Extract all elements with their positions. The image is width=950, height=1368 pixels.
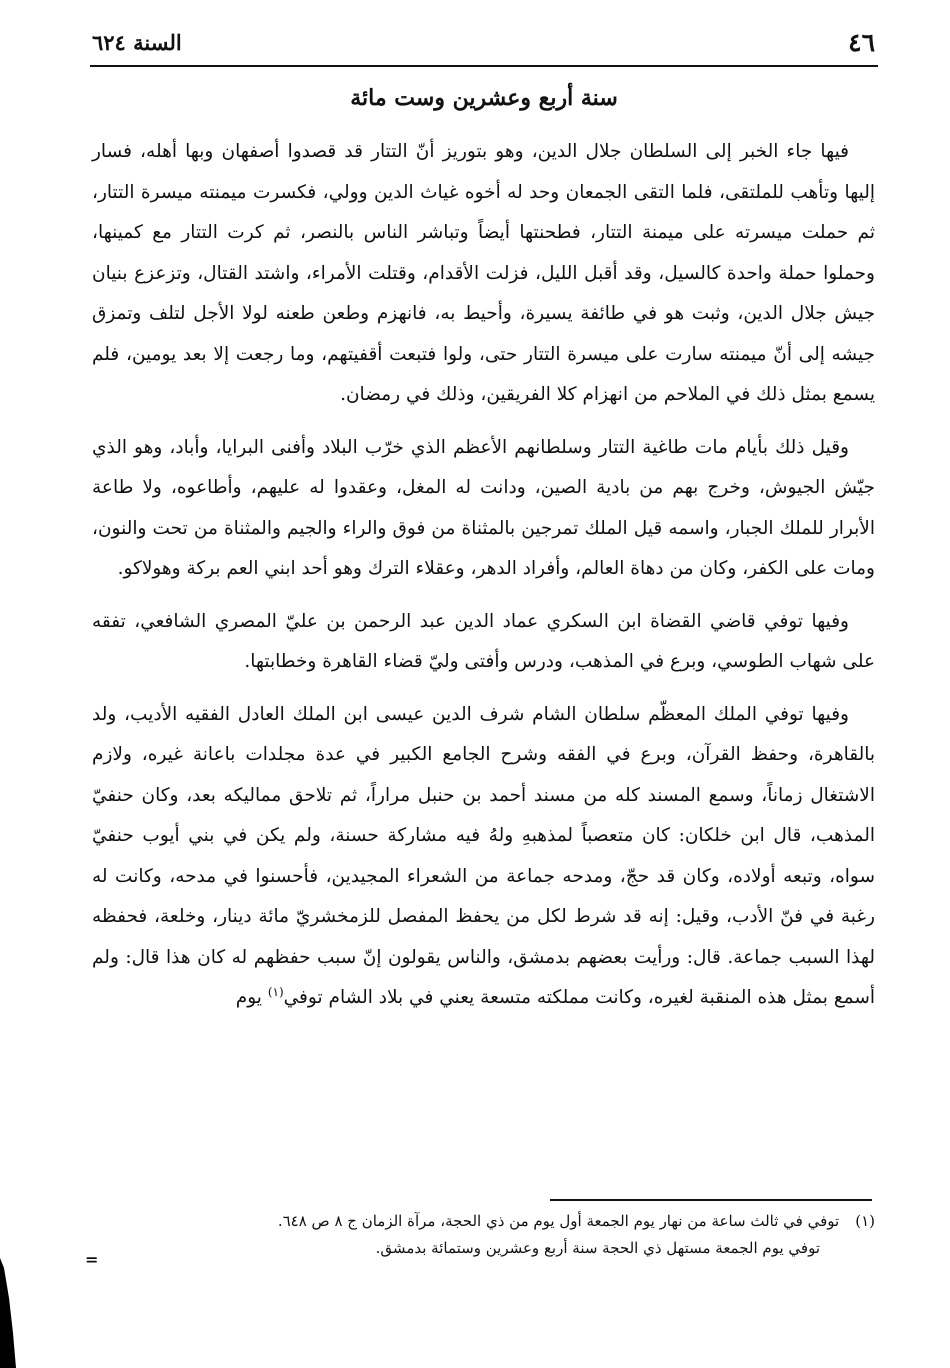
footnotes [160, 1208, 875, 1262]
footnote-1-continued: توفي يوم الجمعة مستهل ذي الحجة سنة أربع وعشرين وستمائة بدمشق. [375, 1239, 820, 1257]
scan-edge-shadow [0, 1258, 16, 1368]
footnote-number: (١) [855, 1212, 875, 1230]
footnote-reference: (١) [267, 984, 284, 999]
chapter-title: سنة أربع وعشرين وست مائة [350, 85, 618, 111]
footnote-1 [160, 1208, 875, 1235]
continuation-mark: = [85, 1250, 99, 1269]
page-number: ٤٦ [848, 28, 875, 57]
footnote-1-text: توفي في ثالث ساعة من نهار يوم الجمعة أول يوم من ذي الحجة، مرآة الزمان ج ٨ ص ٦٤٨. [277, 1212, 840, 1230]
footnote-separator [550, 1199, 872, 1201]
paragraph-tatar-ruler-death: وقيل ذلك بأيام مات طاغية التتار وسلطانهم الأعظم الذي خرّب البلاد وأفنى البرايا، وأباد، وهو الذي جيّش الجيوش، وخرج بهم من بادية الصين، ودانت له المغل، وعقدوا له عليهم، وأطاعوه، ولا طاعة الأبرار للملك الجبار، واسمه قيل الملك تمرجين بالمثناة من فوق والراء والجيم والمثناة من تحت والنون، ومات على الكفر، وكان من دهاة العالم، وأفراد الدهر، وعقلاء الترك وهو أحد ابني العم بركة وهولاكو. [92, 436, 875, 579]
paragraph-sultan-death [92, 695, 875, 1019]
header-rule [90, 65, 878, 67]
main-text [92, 132, 875, 1031]
paragraph-tail: يوم [235, 987, 262, 1008]
running-header-year: السنة ٦٢٤ [92, 30, 182, 55]
paragraph-tatar-battle: فيها جاء الخبر إلى السلطان جلال الدين، وهو بتوريز أنّ التتار قد قصدوا أصفهان وبها أهله، فسار إليها وتأهب للملتقى، فلما التقى الجمعان وحد له أخوه غياث الدين وولي، فكسرت ميمنته ميسرة التتار، ثم حملت ميسرته على ميمنة التتار، فطحنتها أيضاً وتباشر الناس بالنصر، ثم كرت التتار مع كمينها، وحملوا حملة واحدة كالسيل، وقد أقبل الليل، فزلت الأقدام، وقتلت الأمراء، واشتد القتال، وتزعزع بنيان جيش جلال الدين، وثبت هو في طائفة يسيرة، وأحيط به، فانهزم وطعن طعنه لولا الأجل لتلف وتمزق جيشه إلى أنّ ميمنته سارت على ميسرة التتار حتى، ولوا فتبعت أقفيتهم، وما رجعت إلا بعد يومين، فلم يسمع بمثل ذلك في الملاحم من انهزام كلا الفريقين، وذلك في رمضان. [92, 141, 875, 405]
paragraph-judge-death: وفيها توفي قاضي القضاة ابن السكري عماد الدين عبد الرحمن بن عليّ المصري الشافعي، تفقه على شهاب الطوسي، وبرع في المذهب، ودرس وأفتى وليّ قضاء القاهرة وخطابتها. [92, 610, 875, 672]
paragraph-sultan-text: وفيها توفي الملك المعظّم سلطان الشام شرف الدين عيسى ابن الملك العادل الفقيه الأديب، ولد بالقاهرة، وحفظ القرآن، وبرع في الفقه وشرح الجامع الكبير في عدة مجلدات باعانة غيره، ولازم الاشتغال زماناً، وسمع المسند كله من مسند أحمد بن حنبل مراراً، ثم تلاحق مماليكه بعد، وكان حنفيّ المذهب، قال ابن خلكان: كان متعصباً لمذهبهِ ولهُ فيه مشاركة حسنة، ولم يكن في بني أيوب حنفيّ سواه، وتبعه أولاده، وكان قد حجّ، ومدحه جماعة من الشعراء المجيدين، فأحسنوا في مدحه، وكانت له رغبة في فنّ الأدب، وقيل: إنه قد شرط لكل من يحفظ المفصل للزمخشريّ مائة دينار، وخلعة، فحفظه لهذا السبب جماعة. قال: ورأيت بعضهم بدمشق، والناس يقولون إنّ سبب حفظهم له كان هذا قال: ولم أسمع بمثل هذه المنقبة لغيره، وكانت مملكته متسعة يعني في بلاد الشام توفي [92, 703, 875, 1008]
